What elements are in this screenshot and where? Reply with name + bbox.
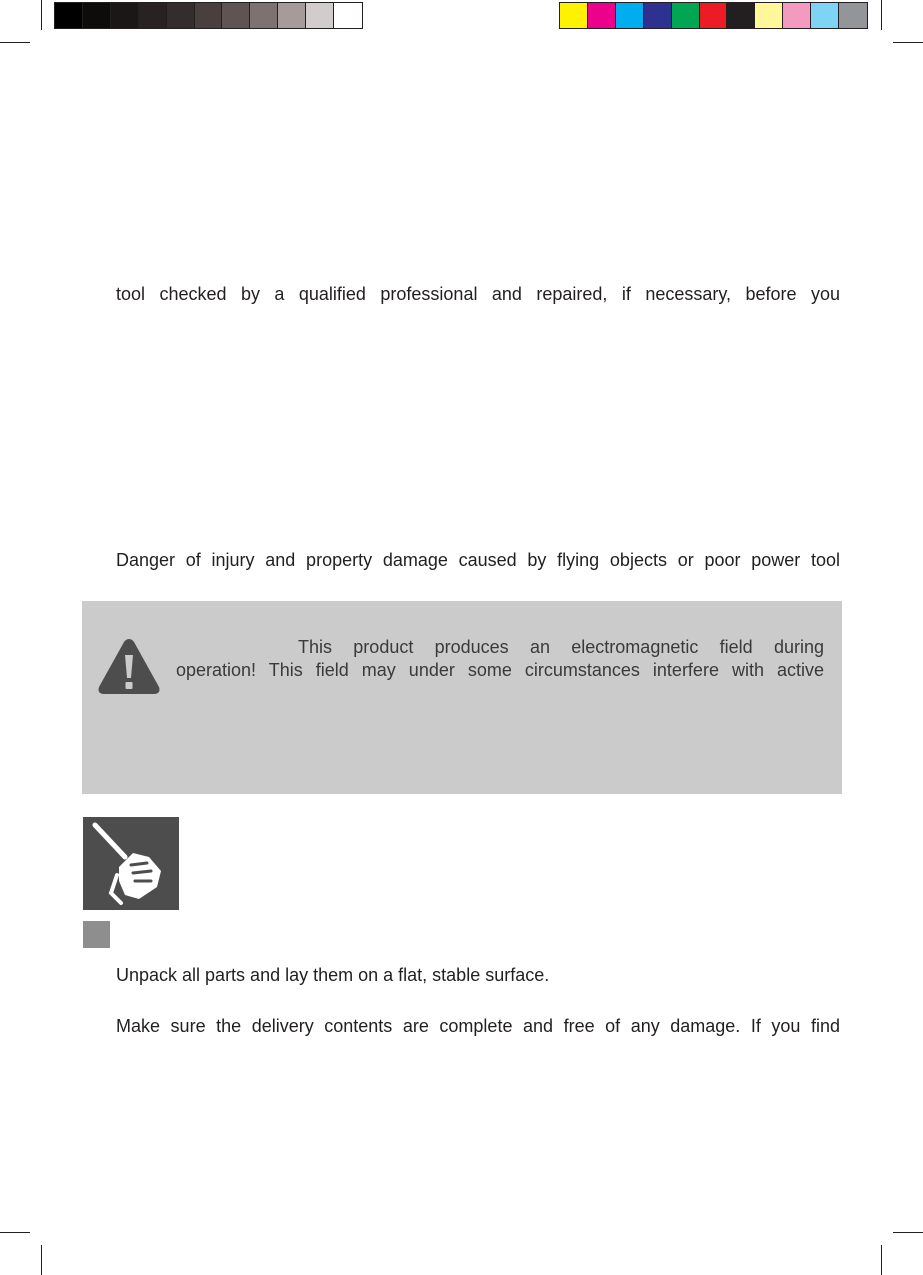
gray-calibration-bar [54, 2, 363, 29]
color-swatch [811, 3, 839, 28]
gray-swatch [83, 3, 111, 28]
color-swatch [672, 3, 700, 28]
gray-swatch [139, 3, 167, 28]
color-swatch [727, 3, 755, 28]
color-swatch [644, 3, 672, 28]
gray-swatch [306, 3, 334, 28]
crop-mark-top-right-h [893, 42, 923, 43]
crop-mark-top-left-v [41, 0, 42, 30]
color-swatch [616, 3, 644, 28]
text-line-unpack: Unpack all parts and lay them on a flat, stable surface. [116, 965, 550, 985]
color-calibration-bar [559, 2, 868, 29]
gray-swatch [250, 3, 278, 28]
text-line-delivery-contents: Make sure the delivery contents are complete and free of any damage. If you find [116, 1016, 840, 1036]
color-swatch [783, 3, 811, 28]
screwdriver-hand-icon [81, 815, 181, 912]
color-swatch [755, 3, 783, 28]
text-line-danger: Danger of injury and property damage caused by flying objects or poor power tool [116, 550, 840, 570]
gray-swatch [55, 3, 83, 28]
crop-mark-top-left-h [0, 42, 30, 43]
warning-text-line-1: This product produces an electromagnetic field during [298, 637, 824, 657]
gray-swatch [111, 3, 139, 28]
gray-swatch [167, 3, 195, 28]
gray-swatch [195, 3, 223, 28]
color-swatch [588, 3, 616, 28]
gray-swatch [222, 3, 250, 28]
warning-text-line-2: operation! This field may under some circumstances interfere with active [176, 660, 824, 680]
warning-triangle-icon [96, 636, 162, 696]
gray-swatch [334, 3, 362, 28]
crop-mark-bottom-left-h [0, 1232, 30, 1233]
crop-mark-bottom-left-v [41, 1245, 42, 1275]
crop-mark-bottom-right-v [881, 1245, 882, 1275]
gray-swatch [278, 3, 306, 28]
section-marker-square [83, 921, 110, 948]
color-swatch [839, 3, 867, 28]
text-line-tool-checked: tool checked by a qualified professional and repaired, if necessary, before you [116, 284, 840, 304]
crop-mark-top-right-v [881, 0, 882, 30]
warning-box [82, 601, 842, 794]
color-swatch [700, 3, 728, 28]
crop-mark-bottom-right-h [893, 1232, 923, 1233]
color-swatch [560, 3, 588, 28]
